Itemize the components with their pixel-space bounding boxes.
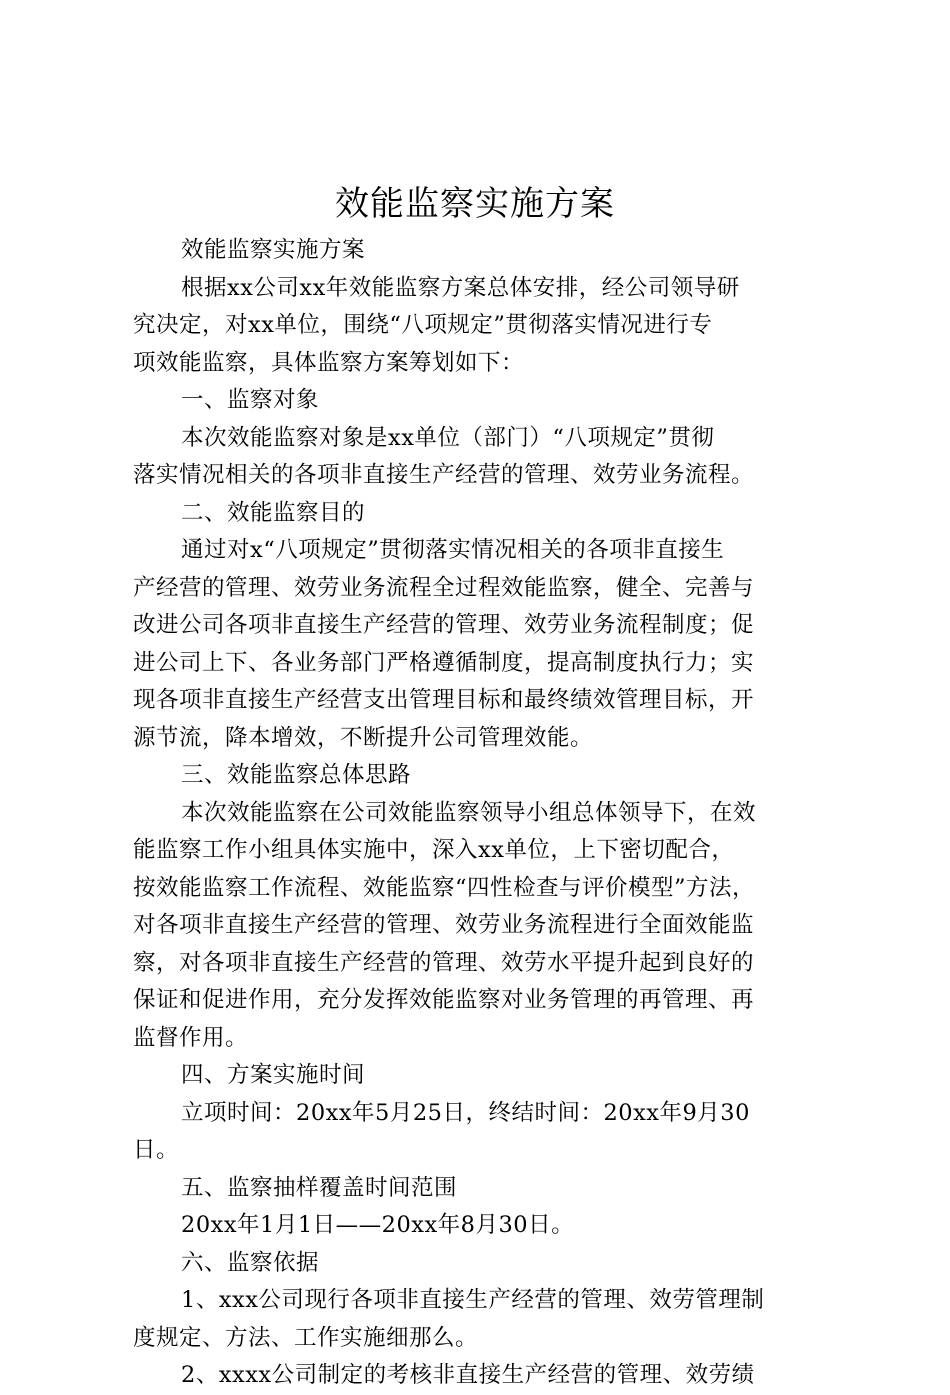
- section-2-line-1: 通过对x“八项规定”贯彻落实情况相关的各项非直接生: [181, 537, 725, 563]
- section-3-line-3: 按效能监察工作流程、效能监察“四性检查与评价模型”方法，: [133, 874, 756, 901]
- section-2-line-5: 现各项非直接生产经营支出管理目标和最终绩效管理目标，开: [133, 687, 755, 713]
- section-1-line-2: 落实情况相关的各项非直接生产经营的管理、效劳业务流程。: [133, 462, 755, 488]
- section-3-line-1: 本次效能监察在公司效能监察领导小组总体领导下，在效: [181, 799, 757, 826]
- section-heading-5: 五、监察抽样覆盖时间范围: [181, 1174, 458, 1201]
- document-title: 效能监察实施方案: [335, 184, 615, 224]
- section-3-line-7: 监督作用。: [133, 1024, 249, 1051]
- section-4-line-2: 日。: [133, 1137, 180, 1163]
- section-heading-6: 六、监察依据: [181, 1249, 320, 1276]
- paragraph-intro-line-1: 根据xx公司xx年效能监察方案总体安排，经公司领导研: [181, 274, 740, 301]
- section-heading-2: 二、效能监察目的: [181, 499, 366, 526]
- section-2-line-4: 进公司上下、各业务部门严格遵循制度，提高制度执行力；实: [133, 649, 755, 676]
- section-heading-3: 三、效能监察总体思路: [181, 762, 412, 788]
- section-3-line-4: 对各项非直接生产经营的管理、效劳业务流程进行全面效能监: [133, 912, 755, 938]
- section-6-item-2-line-1: 2、xxxx公司制定的考核非直接生产经营的管理、效劳绩: [181, 1362, 755, 1388]
- document-body: [133, 232, 833, 1395]
- section-3-line-5: 察，对各项非直接生产经营的管理、效劳水平提升起到良好的: [133, 949, 755, 976]
- section-6-item-1-line-2: 度规定、方法、工作实施细那么。: [133, 1324, 479, 1351]
- section-5-line-1: 20xx年1月1日——20xx年8月30日。: [181, 1212, 575, 1238]
- section-heading-1: 一、监察对象: [181, 387, 320, 413]
- section-6-item-1-line-1: 1、xxx公司现行各项非直接生产经营的管理、效劳管理制: [181, 1287, 765, 1313]
- section-3-line-2: 能监察工作小组具体实施中，深入xx单位，上下密切配合，: [133, 837, 735, 863]
- section-4-line-1: 立项时间：20xx年5月25日，终结时间：20xx年9月30: [181, 1099, 750, 1126]
- section-1-line-1: 本次效能监察对象是xx单位（部门）“八项规定”贯彻: [181, 424, 715, 451]
- paragraph-intro-line-2: 究决定，对xx单位，围绕“八项规定”贯彻落实情况进行专: [133, 312, 713, 338]
- subtitle-line: 效能监察实施方案: [181, 237, 366, 263]
- paragraph-intro-line-3: 项效能监察，具体监察方案筹划如下：: [133, 349, 525, 376]
- section-2-line-2: 产经营的管理、效劳业务流程全过程效能监察，健全、完善与: [133, 574, 755, 601]
- section-3-line-6: 保证和促进作用，充分发挥效能监察对业务管理的再管理、再: [133, 987, 755, 1013]
- section-2-line-6: 源节流，降本增效，不断提升公司管理效能。: [133, 724, 594, 751]
- section-2-line-3: 改进公司各项非直接生产经营的管理、效劳业务流程制度；促: [133, 612, 755, 638]
- section-heading-4: 四、方案实施时间: [181, 1062, 366, 1088]
